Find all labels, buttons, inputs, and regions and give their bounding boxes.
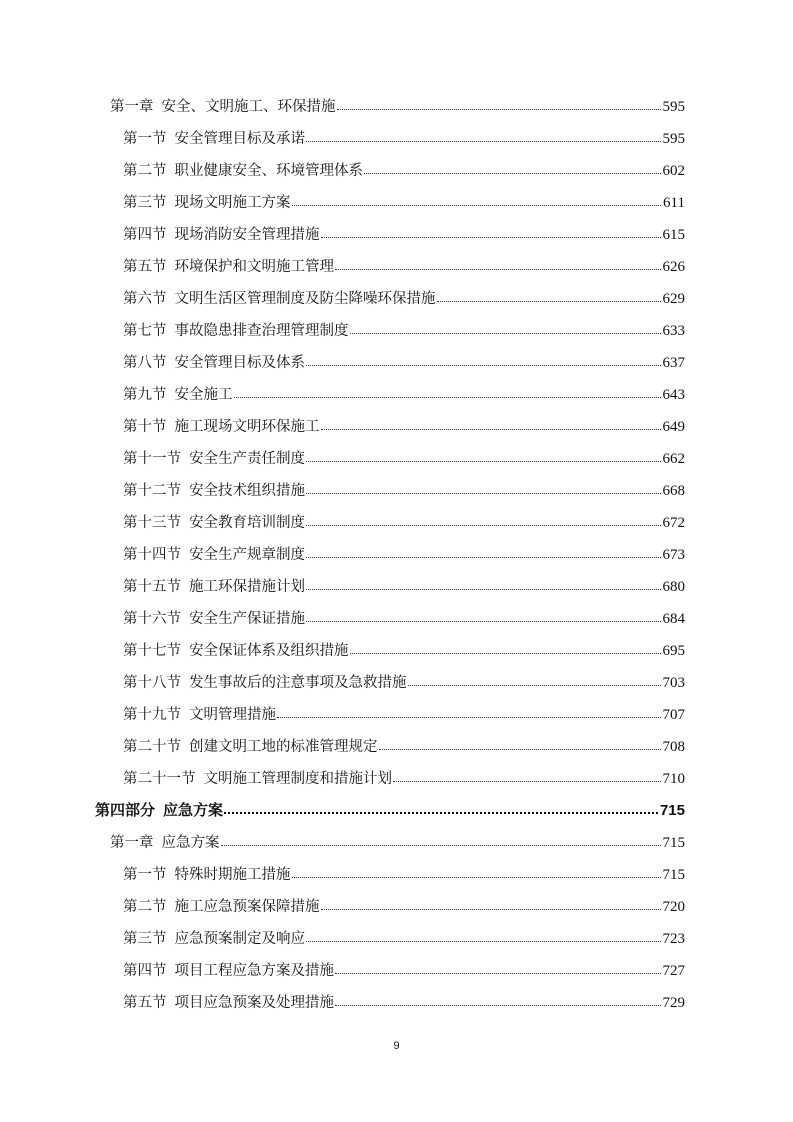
toc-entry-number: 第十九节 xyxy=(123,707,181,723)
toc-entry-title: 安全技术组织措施 xyxy=(189,483,305,499)
toc-entry-page: 684 xyxy=(662,611,685,627)
toc-entry-number: 第四节 xyxy=(123,227,167,243)
toc-entry-title: 安全生产规章制度 xyxy=(189,547,305,563)
dot-leader xyxy=(350,321,661,335)
dot-leader xyxy=(306,577,661,591)
dot-leader xyxy=(379,737,661,751)
toc-entry[interactable] xyxy=(123,383,685,407)
toc-entry-number: 第六节 xyxy=(123,291,167,307)
dot-leader xyxy=(306,129,661,143)
toc-entry-number: 第五节 xyxy=(123,259,167,275)
toc-entry-title: 安全生产保证措施 xyxy=(189,611,305,627)
toc-entry-title: 发生事故后的注意事项及急救措施 xyxy=(189,675,407,691)
dot-leader xyxy=(234,385,661,399)
dot-leader xyxy=(321,225,661,239)
toc-entry-title: 安全管理目标及体系 xyxy=(174,355,305,371)
toc-entry-number: 第一节 xyxy=(123,867,167,883)
dot-leader xyxy=(321,897,661,911)
dot-leader xyxy=(221,833,661,847)
dot-leader xyxy=(364,161,661,175)
toc-entry-number: 第十八节 xyxy=(123,675,181,691)
dot-leader xyxy=(335,257,661,271)
toc-entry[interactable] xyxy=(123,351,685,375)
dot-leader xyxy=(437,289,661,303)
toc-entry-page: 662 xyxy=(662,451,685,467)
toc-entry[interactable] xyxy=(123,959,685,983)
toc-entry[interactable] xyxy=(123,479,685,503)
toc-entry-number: 第十一节 xyxy=(123,451,181,467)
toc-entry[interactable] xyxy=(123,927,685,951)
toc-entry-title: 应急预案制定及响应 xyxy=(174,931,305,947)
toc-entry-number: 第十六节 xyxy=(123,611,181,627)
toc-entry[interactable] xyxy=(123,863,685,887)
toc-entry[interactable] xyxy=(123,287,685,311)
toc-entry-number: 第一节 xyxy=(123,131,167,147)
toc-entry-number: 第四部分 xyxy=(95,801,156,819)
toc-entry[interactable] xyxy=(123,159,685,183)
dot-leader xyxy=(224,801,658,815)
dot-leader xyxy=(408,673,661,687)
toc-entry-title: 文明生活区管理制度及防尘降噪环保措施 xyxy=(174,291,436,307)
toc-entry-page: 611 xyxy=(663,195,685,211)
toc-entry-page: 715 xyxy=(659,802,685,819)
toc-entry[interactable] xyxy=(123,447,685,471)
toc-entry[interactable] xyxy=(123,127,685,151)
toc-entry[interactable] xyxy=(123,735,685,759)
dot-leader xyxy=(306,545,661,559)
toc-entry[interactable] xyxy=(123,575,685,599)
toc-entry-title: 应急方案 xyxy=(161,835,220,851)
toc-entry-page: 710 xyxy=(662,771,685,787)
dot-leader xyxy=(306,449,661,463)
toc-entry-title: 施工环保措施计划 xyxy=(189,579,305,595)
toc-entry[interactable] xyxy=(123,511,685,535)
toc-entry[interactable] xyxy=(123,895,685,919)
toc-entry-title: 安全、文明施工、环保措施 xyxy=(161,99,336,115)
toc-entry-number: 第三节 xyxy=(123,195,167,211)
toc-entry-number: 第九节 xyxy=(123,387,167,403)
toc-entry-number: 第一章 xyxy=(110,99,154,115)
toc-entry-page: 727 xyxy=(662,963,685,979)
toc-entry-page: 615 xyxy=(662,227,685,243)
toc-entry[interactable] xyxy=(123,223,685,247)
dot-leader xyxy=(292,193,662,207)
toc-entry-page: 649 xyxy=(662,419,685,435)
dot-leader xyxy=(306,929,661,943)
dot-leader xyxy=(292,865,661,879)
dot-leader xyxy=(321,417,661,431)
toc-entry-title: 施工应急预案保障措施 xyxy=(174,899,320,915)
toc-entry-title: 安全生产责任制度 xyxy=(189,451,305,467)
dot-leader xyxy=(335,993,661,1007)
toc-entry-number: 第五节 xyxy=(123,995,167,1011)
toc-entry-title: 特殊时期施工措施 xyxy=(174,867,291,883)
toc-entry-page: 703 xyxy=(662,675,685,691)
toc-entry-title: 现场消防安全管理措施 xyxy=(174,227,320,243)
toc-entry-title: 安全保证体系及组织措施 xyxy=(189,643,349,659)
toc-entry-page: 643 xyxy=(662,387,685,403)
toc-entry-page: 695 xyxy=(662,643,685,659)
toc-entry-page: 668 xyxy=(662,483,685,499)
dot-leader xyxy=(306,513,661,527)
toc-entry-page: 723 xyxy=(662,931,685,947)
toc-entry-page: 629 xyxy=(662,291,685,307)
toc-entry-page: 595 xyxy=(662,131,685,147)
toc-entry-number: 第十七节 xyxy=(123,643,181,659)
toc-entry-number: 第二十一节 xyxy=(123,771,196,787)
toc-entry-page: 633 xyxy=(662,323,685,339)
toc-entry-title: 项目应急预案及处理措施 xyxy=(174,995,334,1011)
toc-entry-number: 第十五节 xyxy=(123,579,181,595)
toc-entry[interactable] xyxy=(123,639,685,663)
toc-entry-page: 720 xyxy=(662,899,685,915)
toc-entry[interactable] xyxy=(110,95,685,119)
toc-entry-number: 第十二节 xyxy=(123,483,181,499)
toc-entry-number: 第八节 xyxy=(123,355,167,371)
toc-entry-title: 应急方案 xyxy=(163,801,224,819)
toc-entry-page: 715 xyxy=(662,835,685,851)
toc-entry-title: 事故隐患排查治理管理制度 xyxy=(174,323,349,339)
toc-entry[interactable] xyxy=(123,415,685,439)
toc-part-entry[interactable] xyxy=(95,799,685,823)
toc-entry[interactable] xyxy=(123,191,685,215)
toc-entry[interactable] xyxy=(110,831,685,855)
toc-entry-number: 第三节 xyxy=(123,931,167,947)
toc-entry-title: 文明管理措施 xyxy=(189,707,276,723)
toc-entry-number: 第二节 xyxy=(123,163,167,179)
toc-entry-page: 715 xyxy=(662,867,685,883)
toc-entry[interactable] xyxy=(123,991,685,1015)
toc-entry-page: 595 xyxy=(662,99,685,115)
dot-leader xyxy=(306,353,661,367)
toc-entry-title: 施工现场文明环保施工 xyxy=(174,419,320,435)
toc-entry-title: 职业健康安全、环境管理体系 xyxy=(174,163,363,179)
toc-entry-number: 第十节 xyxy=(123,419,167,435)
toc-entry[interactable] xyxy=(123,255,685,279)
dot-leader xyxy=(393,769,661,783)
toc-entry-title: 安全管理目标及承诺 xyxy=(174,131,305,147)
toc-entry-title: 现场文明施工方案 xyxy=(174,195,291,211)
toc-entry-title: 创建文明工地的标准管理规定 xyxy=(189,739,378,755)
dot-leader xyxy=(277,705,661,719)
toc-entry-title: 安全教育培训制度 xyxy=(189,515,305,531)
toc-entry[interactable] xyxy=(123,671,685,695)
toc-entry[interactable] xyxy=(123,703,685,727)
toc-entry-title: 文明施工管理制度和措施计划 xyxy=(203,771,392,787)
toc-entry-title: 安全施工 xyxy=(174,387,233,403)
toc-entry[interactable] xyxy=(123,319,685,343)
toc-entry-page: 729 xyxy=(662,995,685,1011)
toc-entry-page: 672 xyxy=(662,515,685,531)
toc-entry[interactable] xyxy=(123,607,685,631)
toc-entry-number: 第十四节 xyxy=(123,547,181,563)
dot-leader xyxy=(335,961,661,975)
toc-entry-page: 707 xyxy=(662,707,685,723)
toc-entry-title: 项目工程应急方案及措施 xyxy=(174,963,334,979)
toc-entry-number: 第七节 xyxy=(123,323,167,339)
toc-entry-page: 626 xyxy=(662,259,685,275)
toc-entry-page: 673 xyxy=(662,547,685,563)
dot-leader xyxy=(350,641,661,655)
dot-leader xyxy=(306,481,661,495)
toc-entry-number: 第十三节 xyxy=(123,515,181,531)
page-number: 9 xyxy=(393,1040,400,1052)
toc-entry-number: 第二节 xyxy=(123,899,167,915)
dot-leader xyxy=(337,97,661,111)
toc-entry-page: 708 xyxy=(662,739,685,755)
toc-entry-number: 第四节 xyxy=(123,963,167,979)
toc-entry-number: 第二十节 xyxy=(123,739,181,755)
toc-entry-page: 680 xyxy=(662,579,685,595)
toc-entry-page: 602 xyxy=(662,163,685,179)
toc-entry-page: 637 xyxy=(662,355,685,371)
dot-leader xyxy=(306,609,661,623)
toc-entry[interactable] xyxy=(123,543,685,567)
toc-entry-title: 环境保护和文明施工管理 xyxy=(174,259,334,275)
toc-entry[interactable] xyxy=(123,767,685,791)
toc-entry-number: 第一章 xyxy=(110,835,154,851)
